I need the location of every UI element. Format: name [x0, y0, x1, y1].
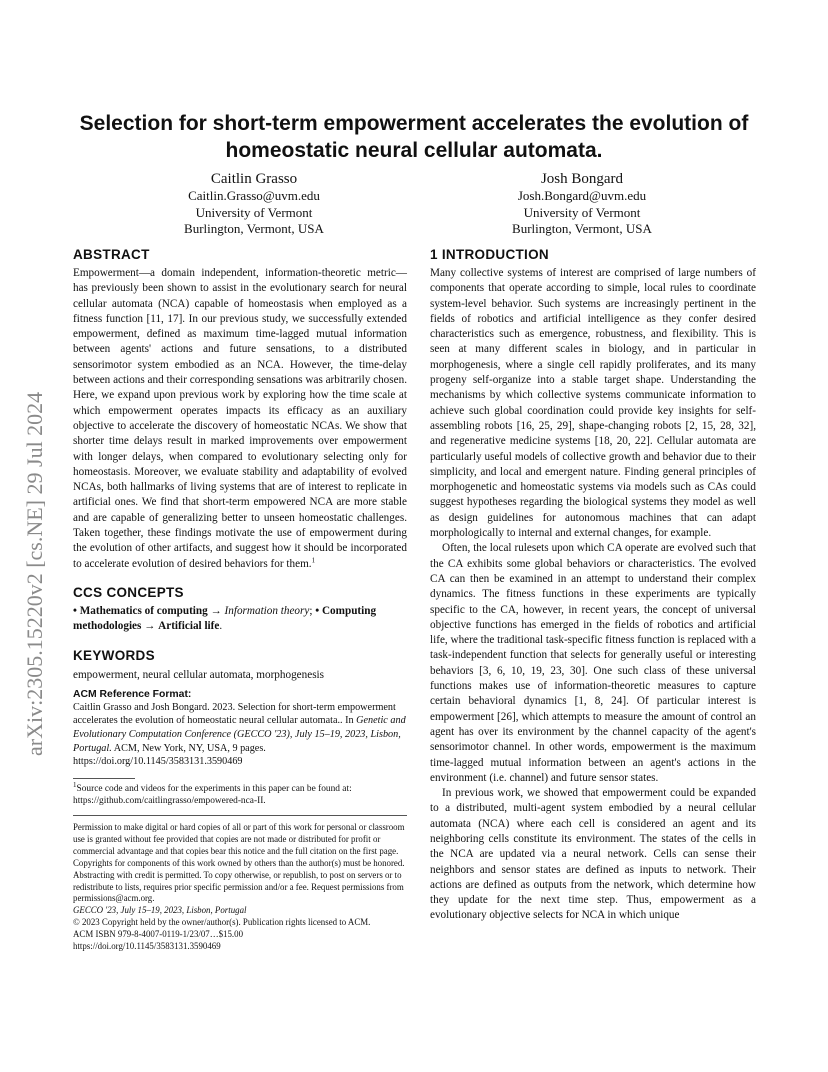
- paper-title: Selection for short-term empowerment accelerates the evolution of homeostatic neural cellular automata.: [79, 112, 749, 162]
- footnote-mark: 1: [311, 555, 316, 564]
- author-email: Caitlin.Grasso@uvm.edu: [188, 188, 320, 203]
- author-affiliation: University of Vermont: [195, 204, 313, 220]
- intro-paragraph-1: Many collective systems of interest are comprised of large numbers of components that operate according to simple, local rules to coordinate system-level behavior. Such systems are increasingly pertinent in the fields of robotics and artificial intelligence as they confer desired characteristics such as emergence, robustness, and flexibility. This is seen at many different scales in biology, and in particular in morphogenesis, where a single cell rapidly proliferates, and its many progeny self-organize into a stable target shape. Understanding the mechanisms by which collective systems communicate information to achieve such global coordination could provide key insights for self-assembling robots [16, 25, 29], shape-changing robots [2, 15, 28, 32], and regenerative medicine systems [18, 20, 22]. Cellular automata are particularly useful models of collective growth and behavior due to their simplicity, and local and emergent nature. Finding general principles of morphogenetic and homeostatic systems via models such as CAs could suggest hypotheses regarding the biological systems they model as well as design guidelines for autonomous machines that can adapt morphologically to internal and external changes, for example.: [430, 267, 756, 540]
- ccs-concepts: • Mathematics of computing → Information theory; • Computing methodologies → Artificial life.: [73, 604, 377, 633]
- author-block-2: [472, 170, 692, 238]
- abstract-heading: ABSTRACT: [73, 247, 150, 262]
- author-email: Josh.Bongard@uvm.edu: [517, 188, 647, 203]
- right-column: [430, 246, 756, 924]
- arxiv-stamp-container: [22, 296, 52, 756]
- keywords-text: empowerment, neural cellular automata, morphogenesis: [73, 668, 325, 681]
- footnote-text: $^1$Source code and videos for the experiments in this paper can be found at: https://github.com/caitlingrasso/empowered-nca-II.: [73, 780, 352, 807]
- left-column: [73, 246, 407, 953]
- author-name: Josh Bongard: [540, 171, 624, 187]
- keywords-heading: KEYWORDS: [73, 647, 155, 663]
- permission-doi: https://doi.org/10.1145/3583131.3590469: [73, 941, 221, 952]
- permission-conference: GECCO '23, July 15–19, 2023, Lisbon, Portugal: [73, 905, 247, 916]
- author-affiliation: University of Vermont: [523, 204, 641, 220]
- abstract-text: Empowerment—a domain independent, information-theoretic metric—has previously been shown to assist in the evolutionary search for neural cellular automata (NCA) capable of homeostasis when employed as a fitness function [11, 17]. In our previous study, we successfully extended empowerment, defined as maximum time-lagged mutual information between agents' actions and future sensations, to a distributed sensorimotor system embodied as an NCA. However, the time-delay between actions and their corresponding sensations was arbitrarily chosen. Here, we expand upon previous work by exploring how the time scale at which empowerment operates impacts its efficacy as an auxiliary objective to accelerate the discovery of homeostatic NCAs. We show that shorter time delays result in marked improvements over empowerment with longer delays, when compared to evolutionary selecting only for homeostasis. Moreover, we evaluate stability and adaptability of evolved NCAs, both hallmarks of living systems that are of interest to replicate in artificial ones. We find that short-term empowered NCA are more stable and are capable of generalizing better to unseen homeostatic challenges. Taken together, these findings motivate the use of empowerment during the evolution of other artifacts, and suggest how it should be incorporated to accelerate evolution of desired behaviors for them.$^1$: [73, 267, 407, 570]
- arxiv-stamp: arXiv:2305.15220v2 [cs.NE] 29 Jul 2024: [22, 391, 47, 756]
- permission-copyright: © 2023 Copyright held by the owner/author(s). Publication rights licensed to ACM.: [73, 917, 371, 928]
- author-location: Burlington, Vermont, USA: [512, 221, 652, 236]
- author-location: Burlington, Vermont, USA: [184, 221, 324, 236]
- acm-ref-heading: ACM Reference Format:: [73, 688, 192, 700]
- intro-paragraph-3: In previous work, we showed that empowerment could be expanded to a distributed, multi-agent system embodied by a neural cellular automata (NCA) where each cell is considered an agent and its neighboring cells constitute its environment. The states of the cells in the NCA are updated via a neural network. Cells can sense their neighbors and sensor states are defined as inputs to network. Their actions are defined as outputs from the network, which determine how they update for the next time step. Thus, empowerment as a evolutionary objective selects for NCA in which unique: [430, 787, 756, 922]
- introduction-heading: 1 INTRODUCTION: [430, 247, 549, 262]
- permission-text: Permission to make digital or hard copies of all or part of this work for personal or classroom use is granted without fee provided that copies are not made or distributed for profit or commercial advantage and that copies bear this notice and the full citation on the first page. Copyrights for components of this work owned by others than the author(s) must be honored. Abstracting with credit is permitted. To copy otherwise, or republish, to post on servers or to redistribute to lists, requires prior specific permission and/or a fee. Request permissions from permissions@acm.org.: [73, 821, 405, 904]
- intro-paragraph-2: Often, the local rulesets upon which CA operate are evolved such that the CA exhibits some global behaviors or characteristics. The evolved CA can then be examined in an attempt to understand their complex dynamics. The fitness functions in these experiments are typically specific to the CA, however, in recent years, the concept of universal objective functions has emerged in the fields of robotics and artificial life, where the traditional task-specific fitness function is replaced with a task-independent function that selects for generally useful or interesting behaviors [3, 6, 10, 19, 23, 30]. One such class of these universal functions makes use of information-theoretic measures to capture certain behavioral dynamics [1, 8, 24]. Of particular interest is empowerment [26], which attempts to measure the amount of control an agent has over its environment by the channel capacity of the agent's sensorimotor channel. In other words, empowerment is the maximum time-lagged mutual information between an agent's actions in the environment (i.e. channel) and future sensor states.: [430, 542, 756, 784]
- author-block-1: [144, 170, 364, 238]
- acm-ref-text: Caitlin Grasso and Josh Bongard. 2023. Selection for short-term empowerment accelerates the evolution of homeostatic neural cellular automata.. In Genetic and Evolutionary Computation Conference (GECCO '23), July 15–19, 2023, Lisbon, Portugal. ACM, New York, NY, USA, 9 pages. https://doi.org/10.1145/3583131.3590469: [73, 701, 406, 768]
- ccs-heading: CCS CONCEPTS: [73, 584, 184, 600]
- footnote-rule: [73, 778, 135, 779]
- permission-rule: [73, 815, 407, 816]
- permission-isbn: ACM ISBN 979-8-4007-0119-1/23/07…$15.00: [73, 929, 244, 940]
- author-name: Caitlin Grasso: [210, 171, 298, 187]
